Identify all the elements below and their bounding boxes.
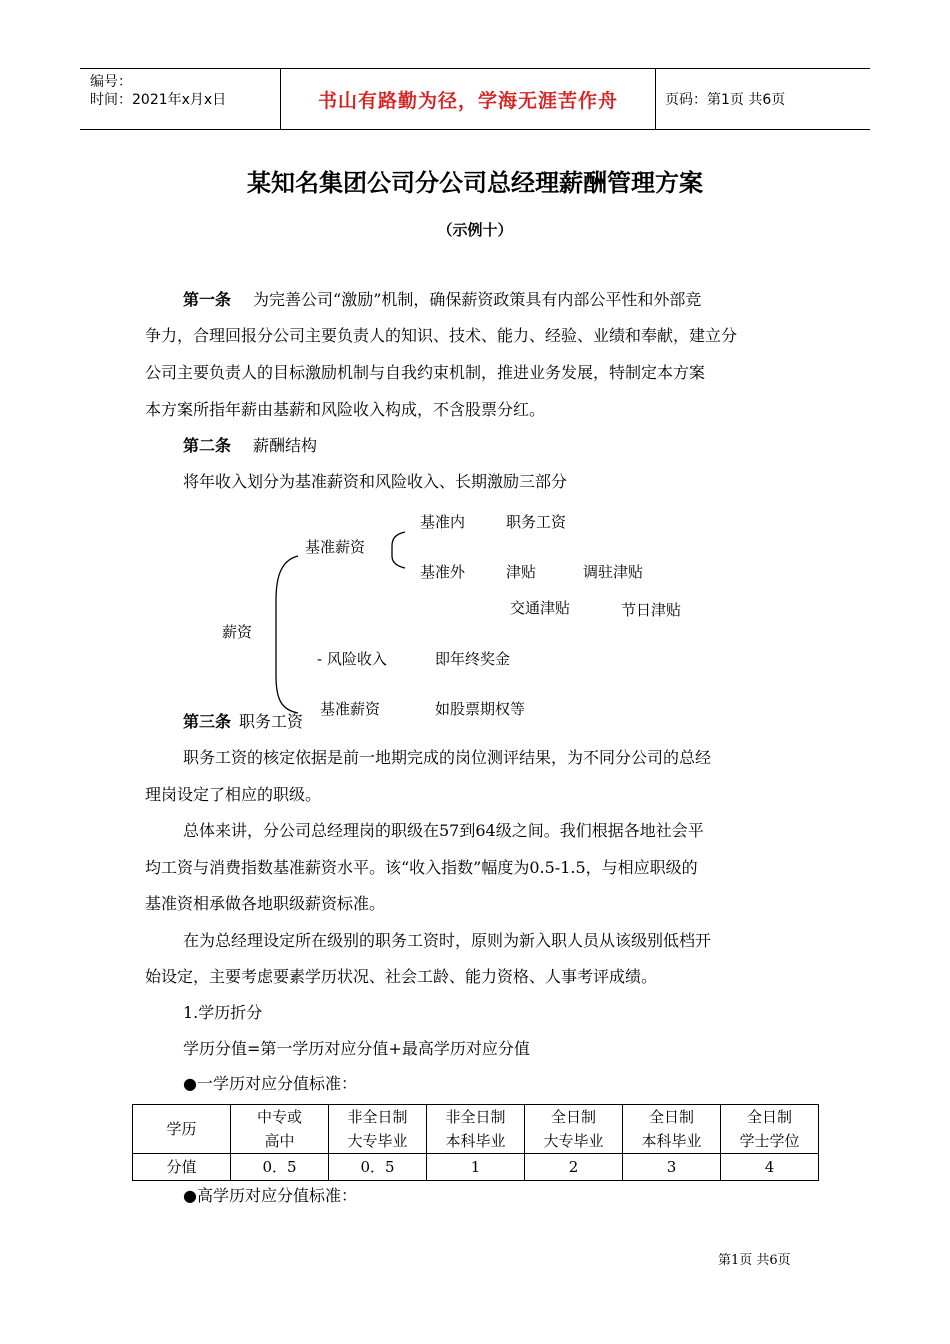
education-score-table bbox=[132, 1104, 819, 1181]
table-header-cell: 非全日制 大专毕业 bbox=[329, 1105, 427, 1154]
node-holiday-allowance: 节日津贴 bbox=[621, 601, 682, 619]
header-page-info: 页码：第1页 共6页 bbox=[665, 92, 786, 108]
highest-degree-label: ●高学历对应分值标准： bbox=[183, 1186, 357, 1205]
table-cell: 4 bbox=[721, 1154, 819, 1181]
article2-heading: 第二条 bbox=[183, 436, 232, 455]
table-row bbox=[133, 1154, 819, 1181]
article3-p2-line1: 总体来讲，分公司总经理岗的职级在57到64级之间。我们根据各地社会平 bbox=[183, 821, 704, 840]
article1-heading: 第一条 bbox=[183, 290, 232, 309]
node-outside-base: 基准外 bbox=[420, 563, 466, 581]
number-label: 编号： bbox=[90, 74, 132, 90]
table-cell: 1 bbox=[427, 1154, 525, 1181]
node-base-salary: 基准薪资 bbox=[305, 538, 366, 556]
article3-heading: 第三条 bbox=[183, 712, 232, 731]
page-footer: 第1页 共6页 bbox=[718, 1253, 791, 1268]
article1-line2: 争力，合理回报分公司主要负责人的知识、技术、能力、经验、业绩和奉献，建立分 bbox=[145, 326, 738, 345]
node-risk-income: - 风险收入 bbox=[317, 650, 387, 668]
table-header-cell: 学历 bbox=[133, 1105, 231, 1154]
article3-title: 职务工资 bbox=[239, 712, 304, 731]
table-cell: 3 bbox=[623, 1154, 721, 1181]
motto-text: 书山有路勤为径，学海无涯苦作舟 bbox=[317, 89, 618, 112]
education-formula: 学历分值=第一学历对应分值+最高学历对应分值 bbox=[183, 1039, 530, 1058]
node-allowance: 津贴 bbox=[506, 563, 537, 581]
article3-p1-line1: 职务工资的核定依据是前一地期完成的岗位测评结果，为不同分公司的总经 bbox=[183, 748, 712, 767]
table-cell: 分值 bbox=[133, 1154, 231, 1181]
node-position-wage: 职务工资 bbox=[506, 513, 567, 531]
article3-p1-line2: 理岗设定了相应的职级。 bbox=[145, 785, 322, 804]
table-header-cell: 中专或 高中 bbox=[231, 1105, 329, 1154]
table-row bbox=[133, 1105, 819, 1154]
article3-p3-line1: 在为总经理设定所在级别的职务工资时，原则为新入职人员从该级别低档开 bbox=[183, 931, 712, 950]
table-cell: 0．5 bbox=[329, 1154, 427, 1181]
article2-text: 将年收入划分为基准薪资和风险收入、长期激励三部分 bbox=[183, 472, 568, 491]
item-education-score: 1.学历折分 bbox=[183, 1003, 263, 1022]
document-subtitle: （示例十） bbox=[437, 221, 513, 239]
article3-heading-line bbox=[183, 704, 303, 740]
article3-p3-line2: 始设定，主要考虑要素学历状况、社会工龄、能力资格、人事考评成绩。 bbox=[145, 967, 658, 986]
article2-title: 薪酬结构 bbox=[253, 436, 318, 455]
table-header-cell: 非全日制 本科毕业 bbox=[427, 1105, 525, 1154]
article3-p2-line2: 均工资与消费指数基准薪资水平。该“收入指数”幅度为0.5-1.5，与相应职级的 bbox=[145, 858, 698, 877]
node-stock-options: 如股票期权等 bbox=[435, 700, 526, 718]
article1-line3: 公司主要负责人的目标激励机制与自我约束机制，推进业务发展，特制定本方案 bbox=[145, 363, 706, 382]
article1-line4: 本方案所指年薪由基薪和风险收入构成，不含股票分红。 bbox=[145, 400, 546, 419]
table-cell: 0．5 bbox=[231, 1154, 329, 1181]
article1-text: 为完善公司“激励”机制，确保薪资政策具有内部公平性和外部竞 bbox=[253, 290, 702, 309]
table-header-cell: 全日制 本科毕业 bbox=[623, 1105, 721, 1154]
node-long-term: 基准薪资 bbox=[320, 700, 381, 718]
time-label: 时间：2021年x月x日 bbox=[90, 92, 227, 108]
node-transport-allowance: 交通津贴 bbox=[510, 599, 571, 617]
first-degree-label: ●一学历对应分值标准： bbox=[183, 1074, 357, 1093]
table-header-cell: 全日制 大专毕业 bbox=[525, 1105, 623, 1154]
node-inside-base: 基准内 bbox=[420, 513, 466, 531]
node-salary-root: 薪资 bbox=[222, 623, 253, 641]
table-header-cell: 全日制 学士学位 bbox=[721, 1105, 819, 1154]
table-cell: 2 bbox=[525, 1154, 623, 1181]
document-title: 某知名集团公司分公司总经理薪酬管理方案 bbox=[247, 169, 703, 197]
node-year-end-bonus: 即年终奖金 bbox=[435, 650, 511, 668]
node-relocation-allowance: 调驻津贴 bbox=[583, 563, 644, 581]
article3-p2-line3: 基准资相承做各地职级薪资标准。 bbox=[145, 894, 386, 913]
